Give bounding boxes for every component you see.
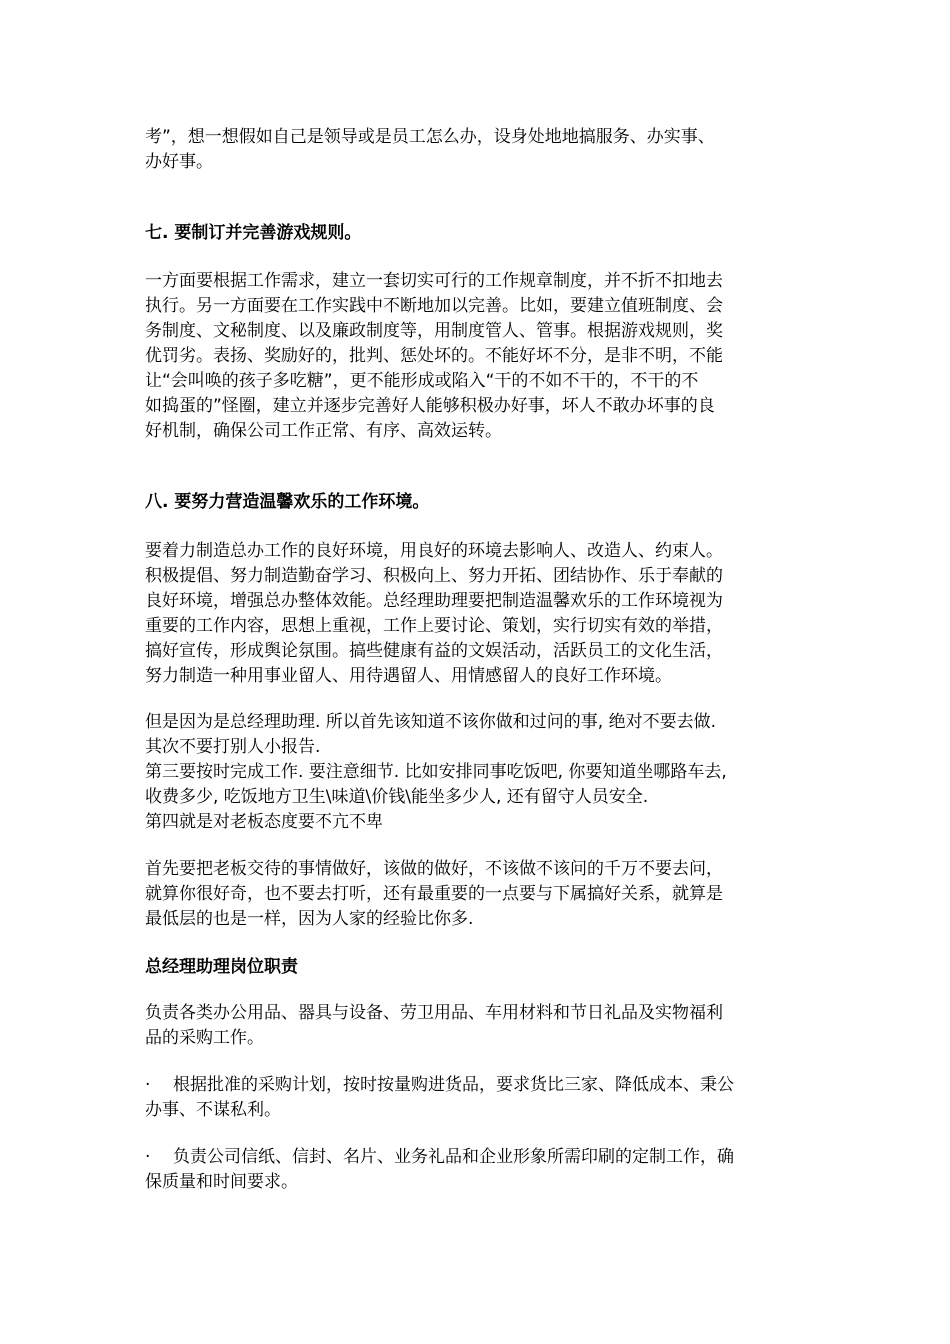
text-line (145, 1145, 810, 1170)
duty-item-text: 根据批准的采购计划，按时按量购进货品，要求货比三家、降低成本、秉公 (173, 1075, 734, 1095)
text-line: 要着力制造总办工作的良好环境，用良好的环境去影响人、改造人、约束人。 (145, 541, 723, 561)
duties-intro-paragraph (145, 1001, 810, 1051)
duty-list-item (145, 1073, 810, 1123)
text-line: 执行。另一方面要在工作实践中不断地加以完善。比如，要建立值班制度、会 (145, 296, 723, 316)
text-line: 一方面要根据工作需求，建立一套切实可行的工作规章制度，并不折不扣地去 (145, 271, 723, 291)
text-line: 务制度、文秘制度、以及廉政制度等，用制度管人、管事。根据游戏规则，奖 (145, 321, 723, 341)
text-line: 首先要把老板交待的事情做好，该做的做好，不该做不该问的千万不要去问， (145, 859, 723, 879)
text-line: 如捣蛋的”怪圈，建立并逐步完善好人能够积极办好事，坏人不敢办坏事的良 (145, 396, 715, 416)
text-line (145, 1073, 810, 1098)
text-line: 就算你很好奇，也不要去打听，还有最重要的一点要与下属搞好关系，就算是 (145, 884, 723, 904)
intro-tail-paragraph (145, 125, 810, 175)
text-line: 搞好宣传，形成舆论氛围。搞些健康有益的文娱活动，活跃员工的文化生活， (145, 641, 723, 661)
text-line: 办好事。 (145, 152, 213, 172)
text-line: 办事、不谋私利。 (145, 1100, 281, 1120)
text-line: 良好环境，增强总办整体效能。总经理助理要把制造温馨欢乐的工作环境视为 (145, 591, 723, 611)
text-line: 最低层的也是一样，因为人家的经验比你多. (145, 909, 474, 929)
text-line: 品的采购工作。 (145, 1028, 264, 1048)
text-line: 负责各类办公用品、器具与设备、劳卫用品、车用材料和节日礼品及实物福利 (145, 1003, 723, 1023)
text-line: 但是因为是总经理助理. 所以首先该知道不该你做和过问的事, 绝对不要去做. (145, 712, 717, 732)
duty-item-text: 负责公司信纸、信封、名片、业务礼品和企业形象所需印刷的定制工作，确 (173, 1147, 734, 1167)
section-7-paragraph (145, 269, 810, 444)
text-line: 保质量和时间要求。 (145, 1172, 298, 1192)
text-line: 收费多少, 吃饭地方卫生\味道\价钱\能坐多少人, 还有留守人员安全. (145, 787, 649, 807)
notes-paragraph (145, 710, 810, 835)
duties-heading: 总经理助理岗位职责 (145, 957, 298, 977)
text-line: 让“会叫唤的孩子多吃糖”，更不能形成或陷入“干的不如不干的，不干的不 (145, 371, 699, 391)
text-line: 好机制，确保公司工作正常、有序、高效运转。 (145, 421, 502, 441)
section-8-paragraph (145, 539, 810, 689)
text-line: 积极提倡、努力制造勤奋学习、积极向上、努力开拓、团结协作、乐于奉献的 (145, 566, 723, 586)
text-line: 其次不要打别人小报告. (145, 737, 321, 757)
text-line: 努力制造一种用事业留人、用待遇留人、用情感留人的良好工作环境。 (145, 666, 672, 686)
text-line: 优罚劣。表扬、奖励好的，批判、惩处坏的。不能好坏不分，是非不明，不能 (145, 346, 723, 366)
duty-list-item (145, 1145, 810, 1195)
text-line: 第四就是对老板态度要不亢不卑 (145, 812, 383, 832)
advice-paragraph (145, 857, 810, 932)
bullet-icon: · (145, 1147, 151, 1167)
text-line: 考”，想一想假如自己是领导或是员工怎么办，设身处地地搞服务、办实事、 (145, 127, 715, 147)
text-line: 重要的工作内容，思想上重视，工作上要讨论、策划，实行切实有效的举措， (145, 616, 723, 636)
bullet-icon: · (145, 1075, 151, 1095)
section-7-heading: 七. 要制订并完善游戏规则。 (145, 223, 362, 243)
section-8-heading: 八. 要努力营造温馨欢乐的工作环境。 (145, 492, 430, 512)
text-line: 第三要按时完成工作. 要注意细节. 比如安排同事吃饭吧, 你要知道坐哪路车去, (145, 762, 727, 782)
